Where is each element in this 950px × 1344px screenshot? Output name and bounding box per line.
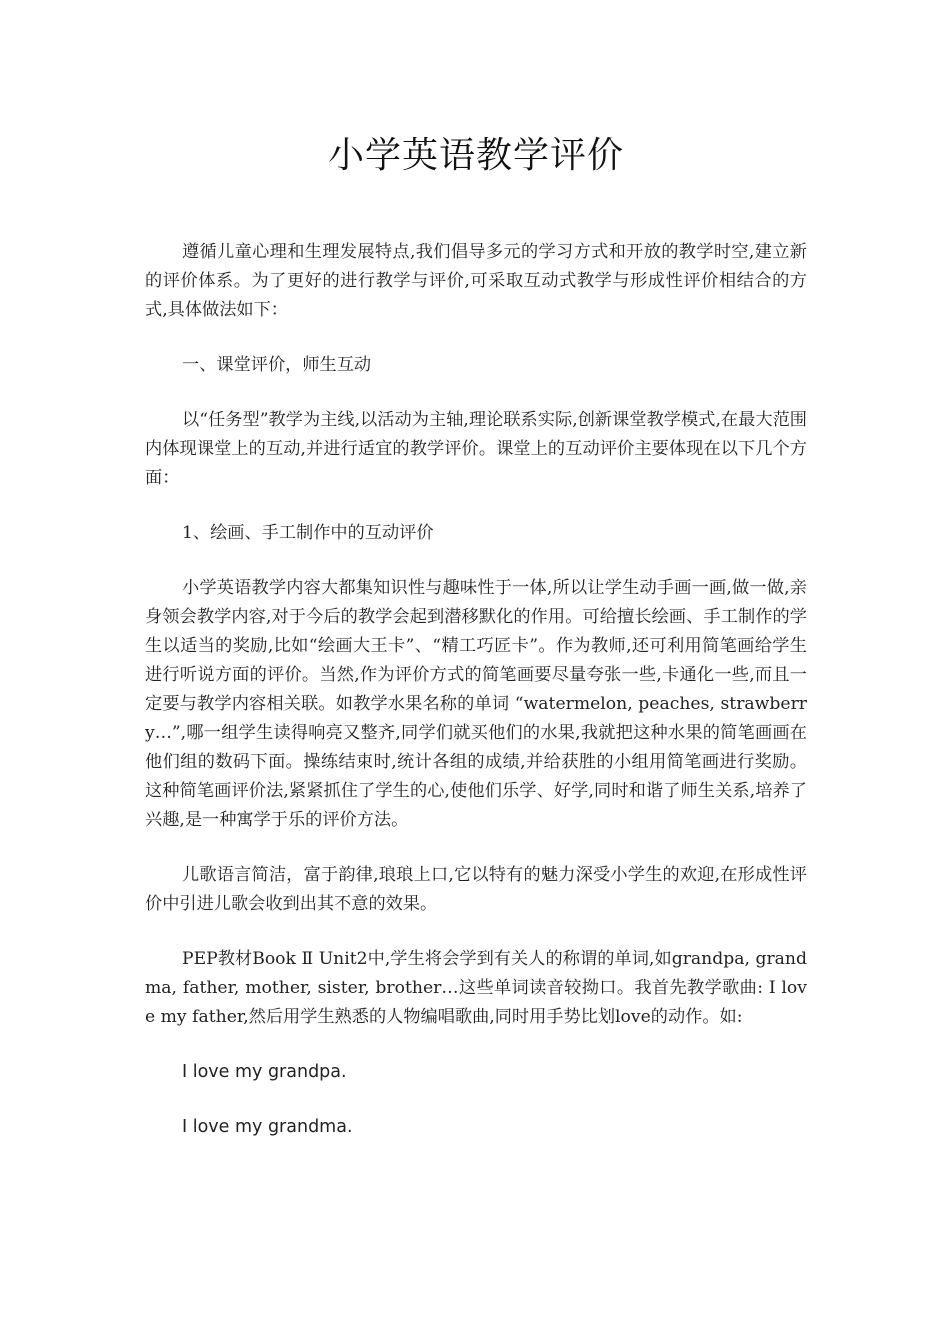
heading-drawing-handcraft: 1、绘画、手工制作中的互动评价	[182, 523, 434, 543]
document-title: 小学英语教学评价	[327, 135, 624, 176]
paragraph-task-based: 以“任务型”教学为主线,以活动为主轴,理论联系实际,创新课堂教学模式,在最大范围内体现课堂上的互动,并进行适宜的教学评价。课堂上的互动评价主要体现在以下几个方面：	[145, 410, 807, 488]
paragraph-intro: 遵循儿童心理和生理发展特点,我们倡导多元的学习方式和开放的教学时空,建立新的评价体系。为了更好的进行教学与评价,可采取互动式教学与形成性评价相结合的方式,具体做法如下：	[145, 242, 807, 320]
paragraph-drawing: 小学英语教学内容大都集知识性与趣味性于一体,所以让学生动手画一画,做一做,亲身领会教学内容,对于今后的教学会起到潜移默化的作用。可给擅长绘画、手工制作的学生以适当的奖励,比如“绘画大王卡”、“精工巧匠卡”。作为教师,还可利用简笔画给学生进行听说方面的评价。当然,作为评价方式的简笔画要尽量夸张一些,卡通化一些,而且一定要与教学内容相关联。如教学水果名称的单词 “watermelon, peaches, strawberry…”,哪一组学生读得响亮又整齐,同学们就买他们的水果,我就把这种水果的简笔画画在他们组的数码下面。操练结束时,统计各组的成绩,并给获胜的小组用简笔画进行奖励。这种简笔画评价法,紧紧抓住了学生的心,使他们乐学、好学,同时和谐了师生关系,培养了兴趣,是一种寓学于乐的评价方法。	[145, 578, 807, 830]
paragraph-pep-unit2: PEP教材Book Ⅱ Unit2中,学生将会学到有关人的称谓的单词,如grandpa, grandma, father, mother, sister, brother…这些单词读音较拗口。我首先教学歌曲: I love my father,然后用学生熟悉的人物编唱歌曲,同时用手势比划love的动作。如:	[145, 949, 807, 1027]
song-line-grandpa: I love my grandpa.	[182, 1062, 347, 1082]
document-page	[145, 0, 807, 1168]
heading-classroom-evaluation: 一、课堂评价，师生互动	[182, 355, 372, 375]
paragraph-nursery-rhymes: 儿歌语言简洁，富于韵律,琅琅上口,它以特有的魅力深受小学生的欢迎,在形成性评价中引进儿歌会收到出其不意的效果。	[145, 865, 807, 914]
song-line-grandma: I love my grandma.	[182, 1117, 353, 1137]
document-body	[145, 238, 807, 1142]
